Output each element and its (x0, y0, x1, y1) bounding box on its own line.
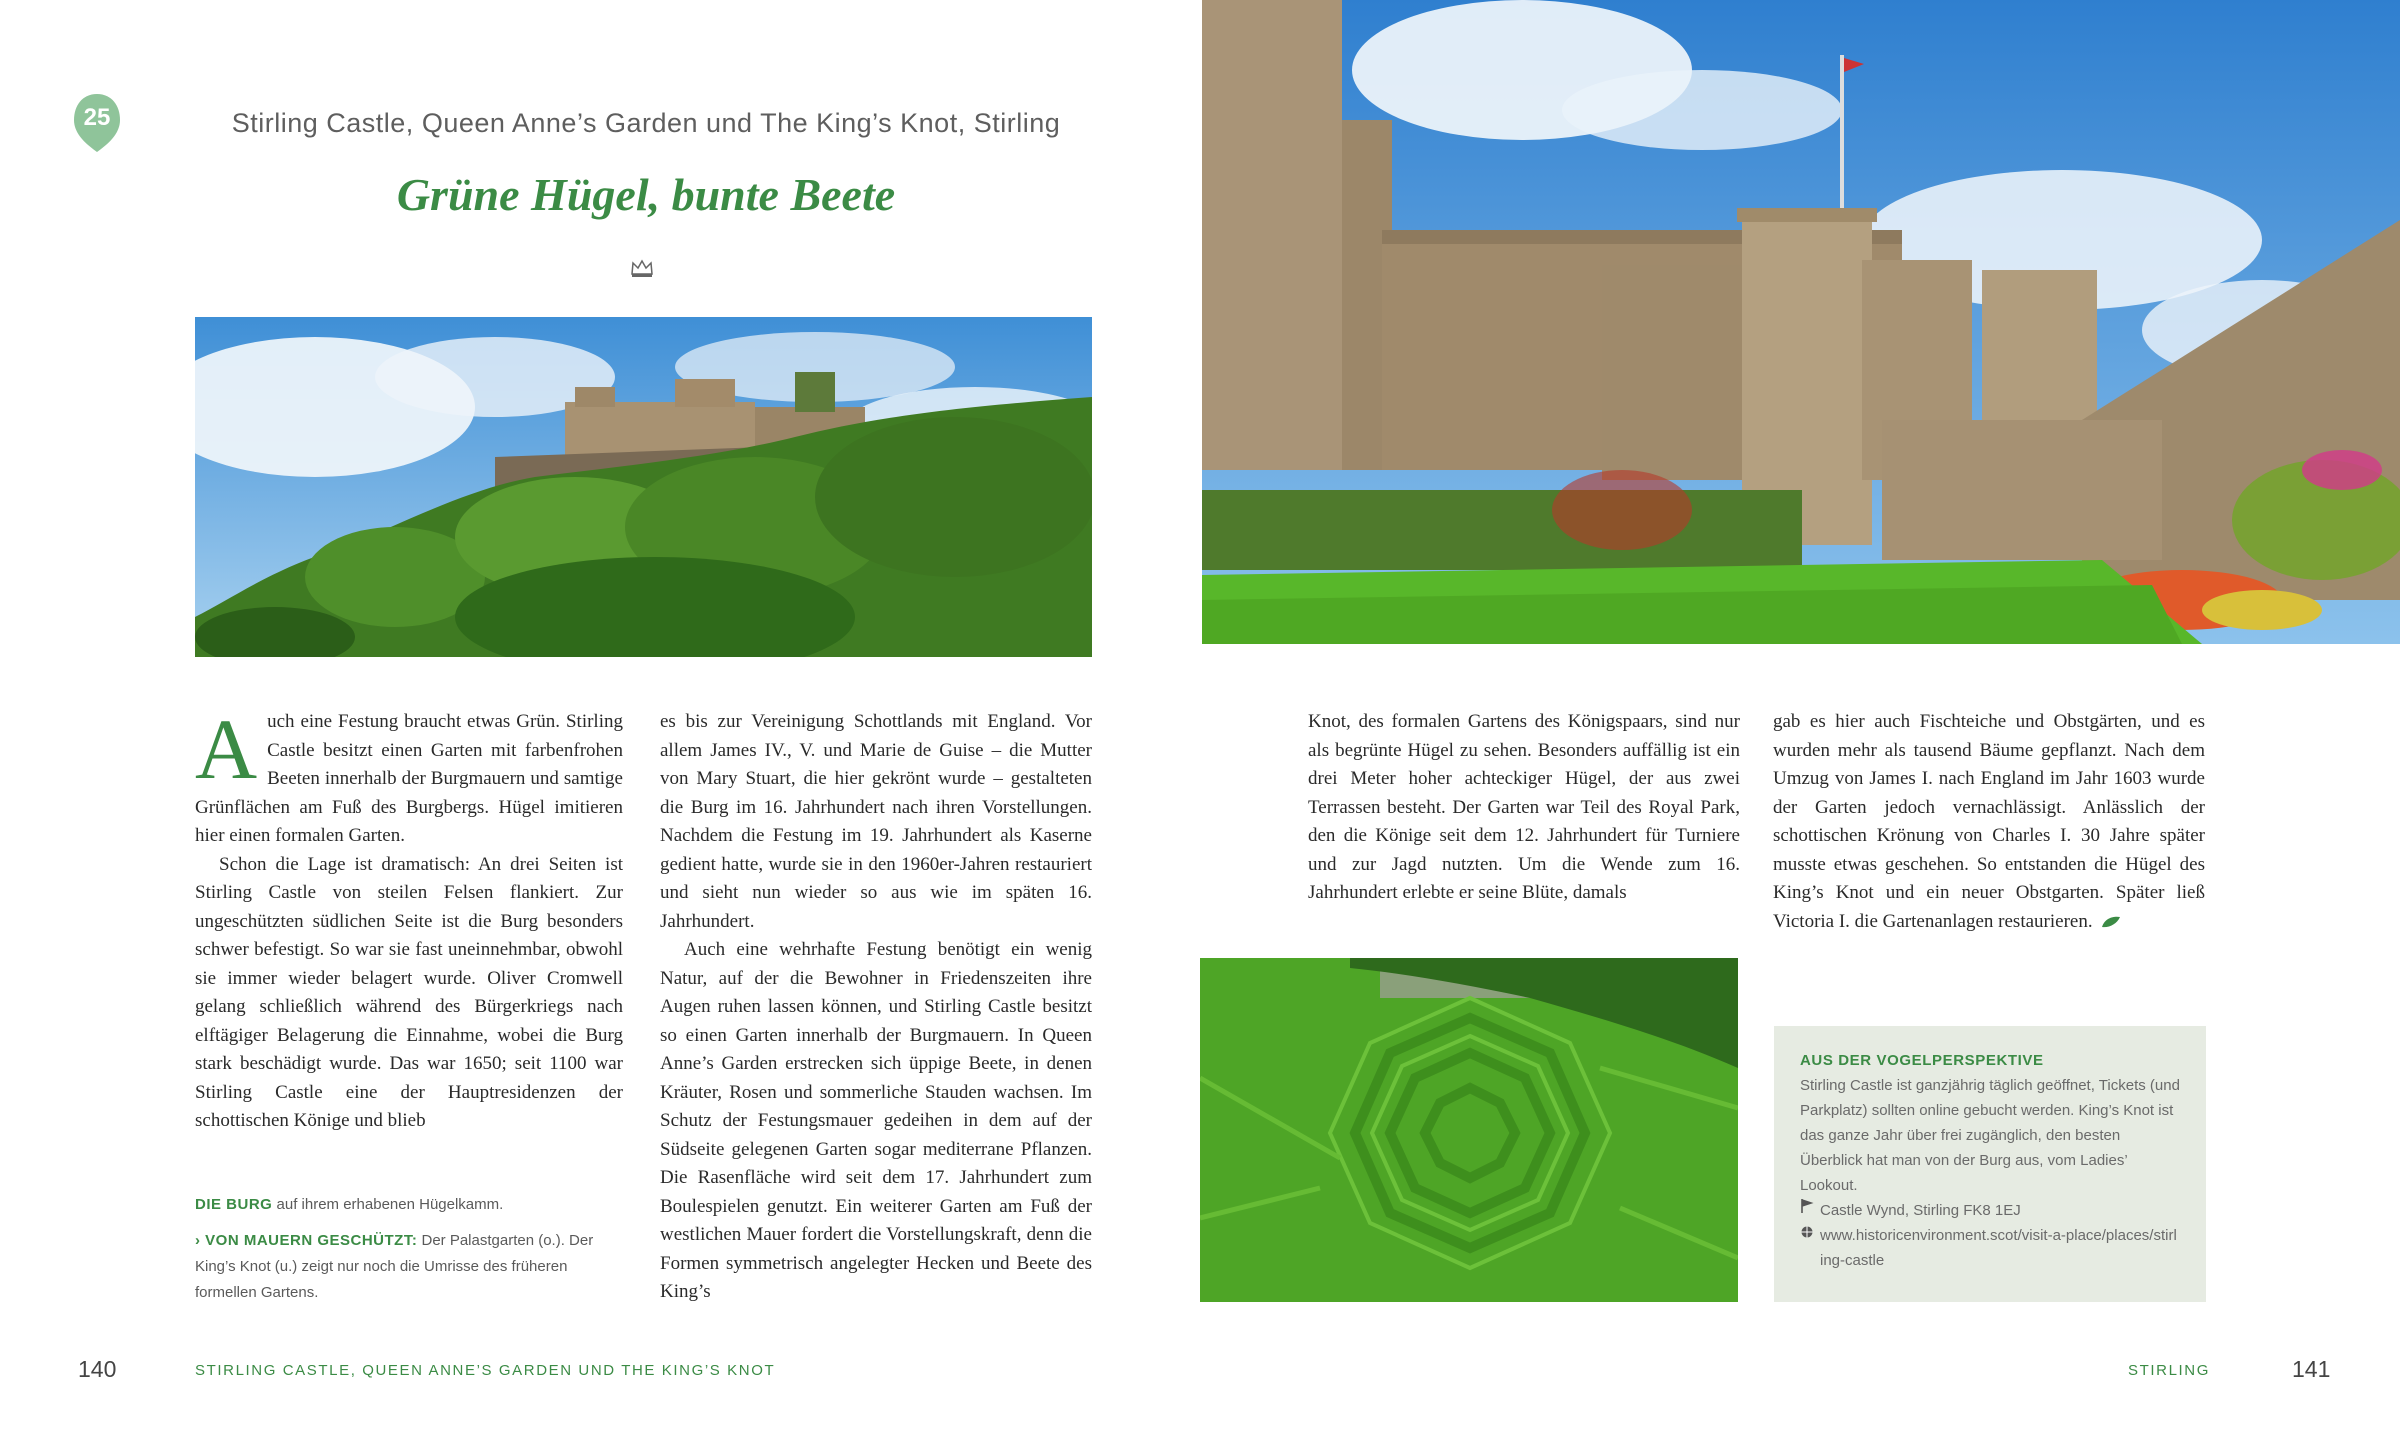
body-column-3 (1308, 708, 1740, 908)
info-box (1774, 1026, 2206, 1302)
location-flag-icon (1800, 1198, 1814, 1214)
castle-hill-photo (195, 317, 1092, 657)
kings-knot-aerial-photo (1200, 958, 1738, 1302)
info-heading: AUS DER VOGELPERSPEKTIVE (1800, 1052, 2044, 1069)
paragraph: es bis zur Vereinigung Schottlands mit England. Vor allem James IV., V. und Marie de Guise – die Mutter von Mary Stuart, die hier gekrönt wurde – gestalteten die Burg im 16. Jahrhundert nach ihren Vorstellungen. Nachdem die Festung im 19. Jahrhundert als Kaserne gedient hatte, wurde sie in den 1960er-Jahren restauriert und sieht nun wieder so aus wie im späten 16. Jahrhundert. (660, 711, 1092, 932)
paragraph: gab es hier auch Fischteiche und Obstgärten, und es wurden mehr als tausend Bäume gepflanzt. Nach dem Umzug von James I. nach England im Jahr 1603 wurde der Garten jedoch vernachlässigt. Anlässlich der schottischen Krönung von Charles I. 30 Jahre später musste etwas geschehen. So entstanden die Hügel des King’s Knot und ein neuer Obstgarten. Später ließ Victoria I. die Gartenanlagen restaurieren. (1773, 711, 2205, 932)
caption-text: Der Palastgarten (o.). Der King’s Knot (u.) zeigt nur noch die Umrisse des früheren formellen Gartens. (195, 1232, 594, 1301)
address-text: Castle Wynd, Stirling FK8 1EJ (1820, 1202, 2021, 1219)
page-number-left: 140 (78, 1356, 117, 1382)
leaf-end-icon (2101, 915, 2121, 929)
page-subtitle: Stirling Castle, Queen Anne’s Garden und The King’s Knot, Stirling (231, 108, 1061, 138)
page-number-right: 141 (2292, 1356, 2331, 1382)
photo-captions (195, 1192, 615, 1316)
caption-text: auf ihrem erhabenen Hügelkamm. (272, 1196, 504, 1213)
chapter-badge (72, 92, 122, 154)
body-column-4 (1773, 708, 2205, 936)
info-address (1800, 1198, 2180, 1223)
drop-cap: A (195, 701, 258, 797)
caption-key: › VON MAUERN GESCHÜTZT: (195, 1232, 418, 1249)
body-column-1 (195, 701, 623, 1136)
caption-2 (195, 1228, 615, 1306)
caption-key: DIE BURG (195, 1196, 273, 1213)
paragraph: uch eine Festung braucht etwas Grün. Stirling Castle besitzt einen Garten mit farbenfrohen Beeten innerhalb der Burgmauern und samtige Grünflächen am Fuß des Burgbergs. Hügel imitieren hier einen formalen Garten. (195, 711, 623, 846)
website-link[interactable]: www.historicenvironment.scot/visit-a-place/places/stirling-castle (1820, 1227, 2177, 1269)
chapter-number: 25 (83, 104, 111, 131)
paragraph: Knot, des formalen Gartens des Königspaars, sind nur als begrünte Hügel zu sehen. Besonders auffällig ist ein drei Meter hoher achteckiger Hügel, der aus zwei Terrassen besteht. Der Garten war Teil des Royal Park, den die Könige seit dem 12. Jahrhundert für Turniere und zur Jagd nutzten. Um die Wende zum 16. Jahrhundert erlebte er seine Blüte, damals (1308, 711, 1740, 903)
running-head-left: STIRLING CASTLE, QUEEN ANNE’S GARDEN UND THE KING’S KNOT (195, 1362, 776, 1379)
paragraph: Schon die Lage ist dramatisch: An drei Seiten ist Stirling Castle von steilen Felsen flankiert. Zur ungeschützten südlichen Seite ist die Burg besonders schwer befestigt. So war sie fast uneinnehmbar, obwohl sie immer wieder belagert wurde. Oliver Cromwell gelang schließlich während des Bürgerkriegs nach elftägiger Belagerung die Einnahme, wobei die Burg stark beschädigt wurde. Das war 1650; seit 1100 war Stirling Castle eine der Hauptresidenzen der schottischen Könige und blieb (195, 853, 623, 1131)
running-head-right: STIRLING (2128, 1362, 2210, 1379)
info-text: Stirling Castle ist ganzjährig täglich geöffnet, Tickets (und Parkplatz) sollten online gebucht werden. King’s Knot ist das ganze Jahr über frei zugänglich, den besten Überblick hat man von der Burg aus, vom Ladies’ Lookout. (1800, 1077, 2180, 1194)
page-title: Grüne Hügel, bunte Beete (396, 169, 896, 220)
crown-icon (630, 258, 654, 278)
paragraph: Auch eine wehrhafte Festung benötigt ein wenig Natur, auf der die Bewohner in Friedenszeiten ihre Augen ruhen lassen können, und Stirling Castle besitzt so einen Garten innerhalb der Burgmauern. In Queen Anne’s Garden erstrecken sich üppige Beete, in denen Kräuter, Rosen und sommerliche Stauden wachsen. Im Schutz der Festungsmauer gedeihen in dem auf der Südseite gelegenen Garten sogar mediterrane Pflanzen. Die Rasenfläche wird seit dem 17. Jahrhundert zum Boulespielen genutzt. Ein weiterer Garten am Fuß der westlichen Mauer fordert die Vorstellungskraft, denn die Formen symmetrisch angelegter Hecken und Beete des King’s (660, 939, 1092, 1302)
body-column-2 (660, 708, 1092, 1307)
caption-1 (195, 1192, 615, 1218)
info-website[interactable] (1800, 1223, 2180, 1273)
globe-icon (1800, 1223, 1814, 1239)
